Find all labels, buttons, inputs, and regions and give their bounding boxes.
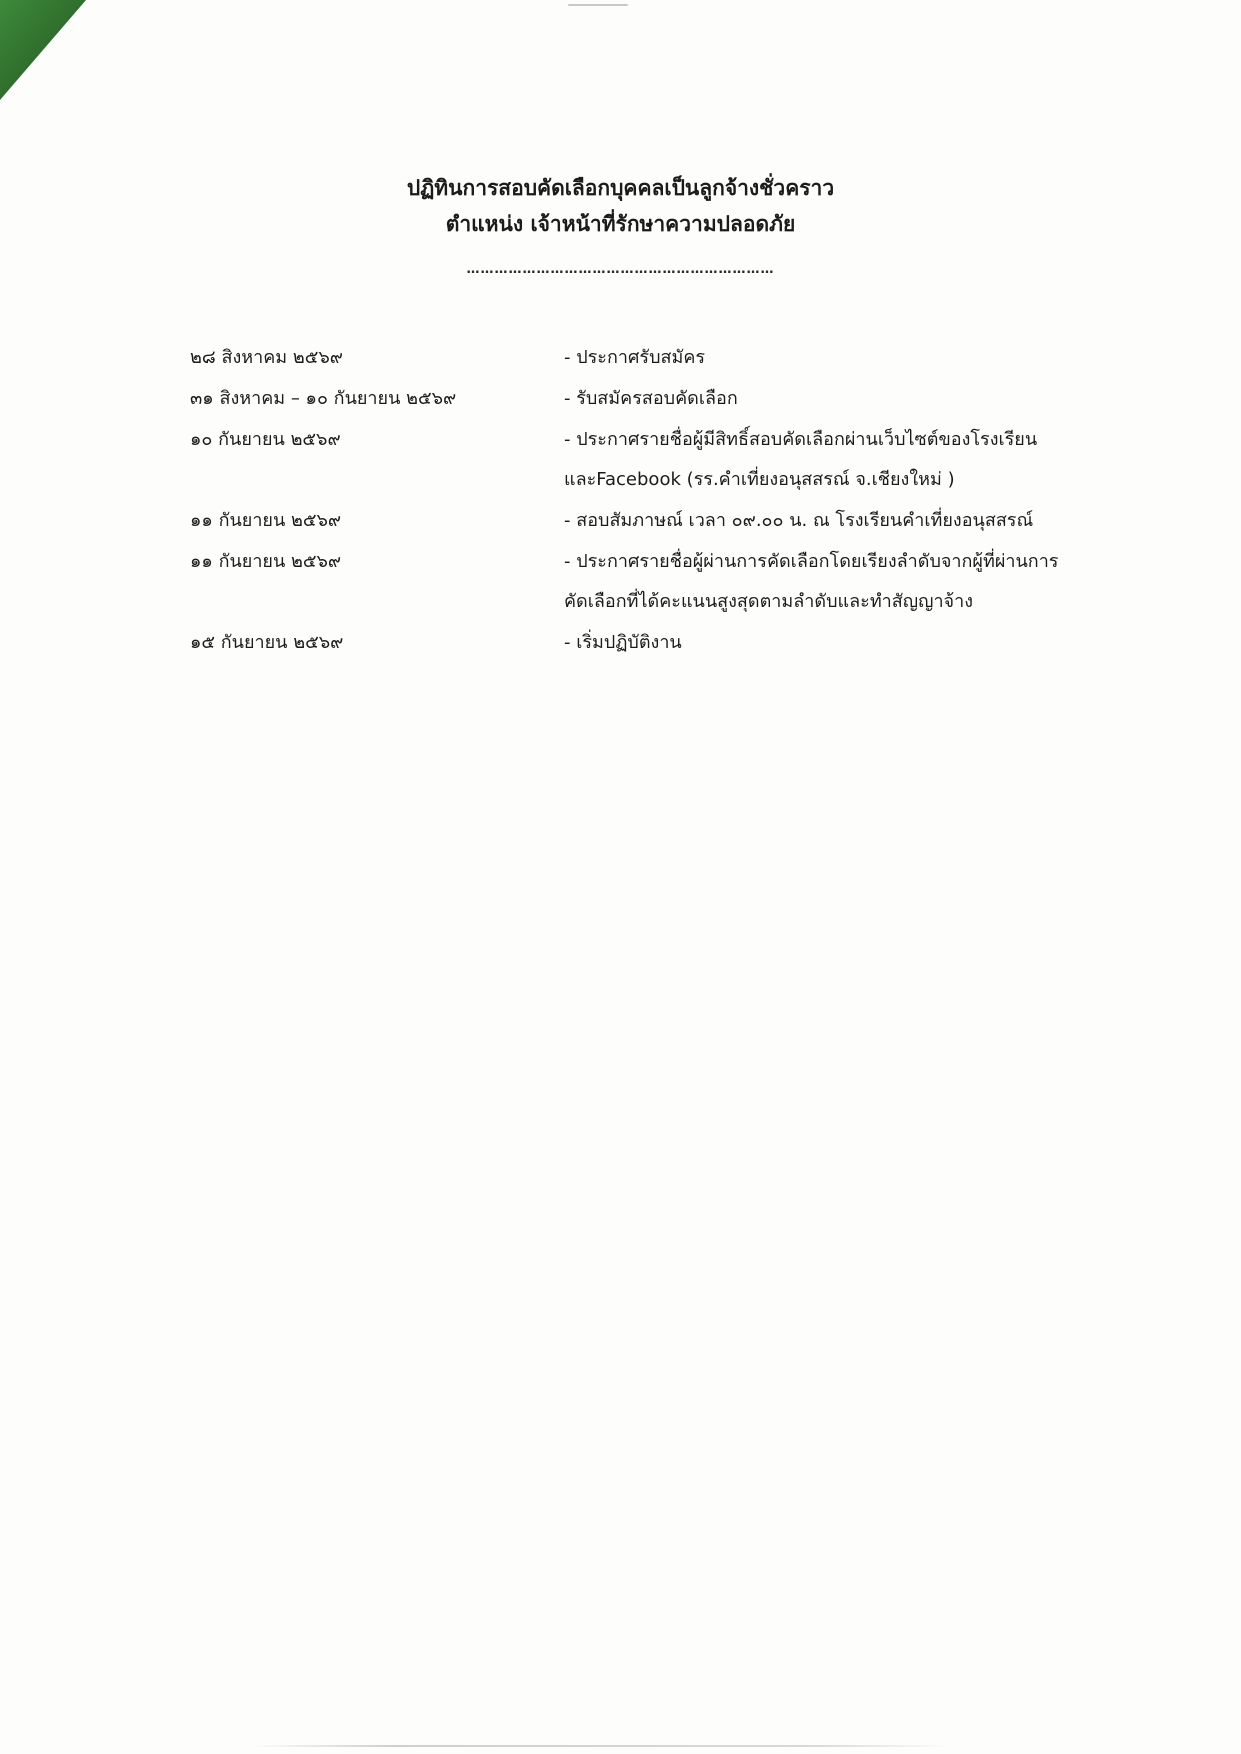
green-corner-mark xyxy=(0,0,90,100)
description-line: - ประกาศรับสมัคร xyxy=(564,347,706,368)
schedule-row xyxy=(190,386,1120,412)
schedule-description xyxy=(564,508,1120,534)
scan-smudge-top xyxy=(568,4,628,6)
schedule-description xyxy=(564,386,1120,412)
description-line: - รับสมัครสอบคัดเลือก xyxy=(564,388,738,409)
schedule-description xyxy=(564,630,1120,656)
description-line: - สอบสัมภาษณ์ เวลา ๐๙.๐๐ น. ณ โรงเรียนคำเที่ยงอนุสสรณ์ xyxy=(564,510,1034,531)
schedule-date: ๑๐ กันยายน ๒๕๖๙ xyxy=(190,429,341,450)
schedule-date: ๑๑ กันยายน ๒๕๖๙ xyxy=(190,551,342,572)
description-line: - ประกาศรายชื่อผู้ผ่านการคัดเลือกโดยเรียงลำดับจากผู้ที่ผ่านการ xyxy=(564,551,1059,572)
schedule-date: ๓๑ สิงหาคม – ๑๐ กันยายน ๒๕๖๙ xyxy=(190,388,457,409)
schedule-description xyxy=(564,549,1120,615)
schedule-row xyxy=(190,427,1120,493)
schedule-description xyxy=(564,345,1120,371)
description-line: - ประกาศรายชื่อผู้มีสิทธิ์สอบคัดเลือกผ่านเว็บไซต์ของโรงเรียน xyxy=(564,429,1038,450)
schedule-row xyxy=(190,508,1120,534)
schedule-description xyxy=(564,427,1120,493)
schedule-row xyxy=(190,345,1120,371)
description-line: คัดเลือกที่ได้คะแนนสูงสุดตามลำดับและทำสัญญาจ้าง xyxy=(564,591,973,612)
document-header xyxy=(0,172,1241,280)
schedule-row xyxy=(190,549,1120,615)
schedule-list xyxy=(190,345,1120,671)
schedule-date: ๑๕ กันยายน ๒๕๖๙ xyxy=(190,632,344,653)
description-line: - เริ่มปฏิบัติงาน xyxy=(564,632,682,653)
schedule-date: ๑๑ กันยายน ๒๕๖๙ xyxy=(190,510,342,531)
dotted-divider: ………………………………………………………… xyxy=(466,262,775,277)
scan-smudge-bottom xyxy=(250,1745,950,1747)
document-subtitle: ตำแหน่ง เจ้าหน้าที่รักษาความปลอดภัย xyxy=(445,212,796,236)
schedule-date: ๒๘ สิงหาคม ๒๕๖๙ xyxy=(190,347,343,368)
document-title: ปฏิทินการสอบคัดเลือกบุคคลเป็นลูกจ้างชั่วคราว xyxy=(406,176,835,200)
description-line: และFacebook (รร.คำเที่ยงอนุสสรณ์ จ.เชียงใหม่ ) xyxy=(564,469,955,490)
schedule-row xyxy=(190,630,1120,656)
